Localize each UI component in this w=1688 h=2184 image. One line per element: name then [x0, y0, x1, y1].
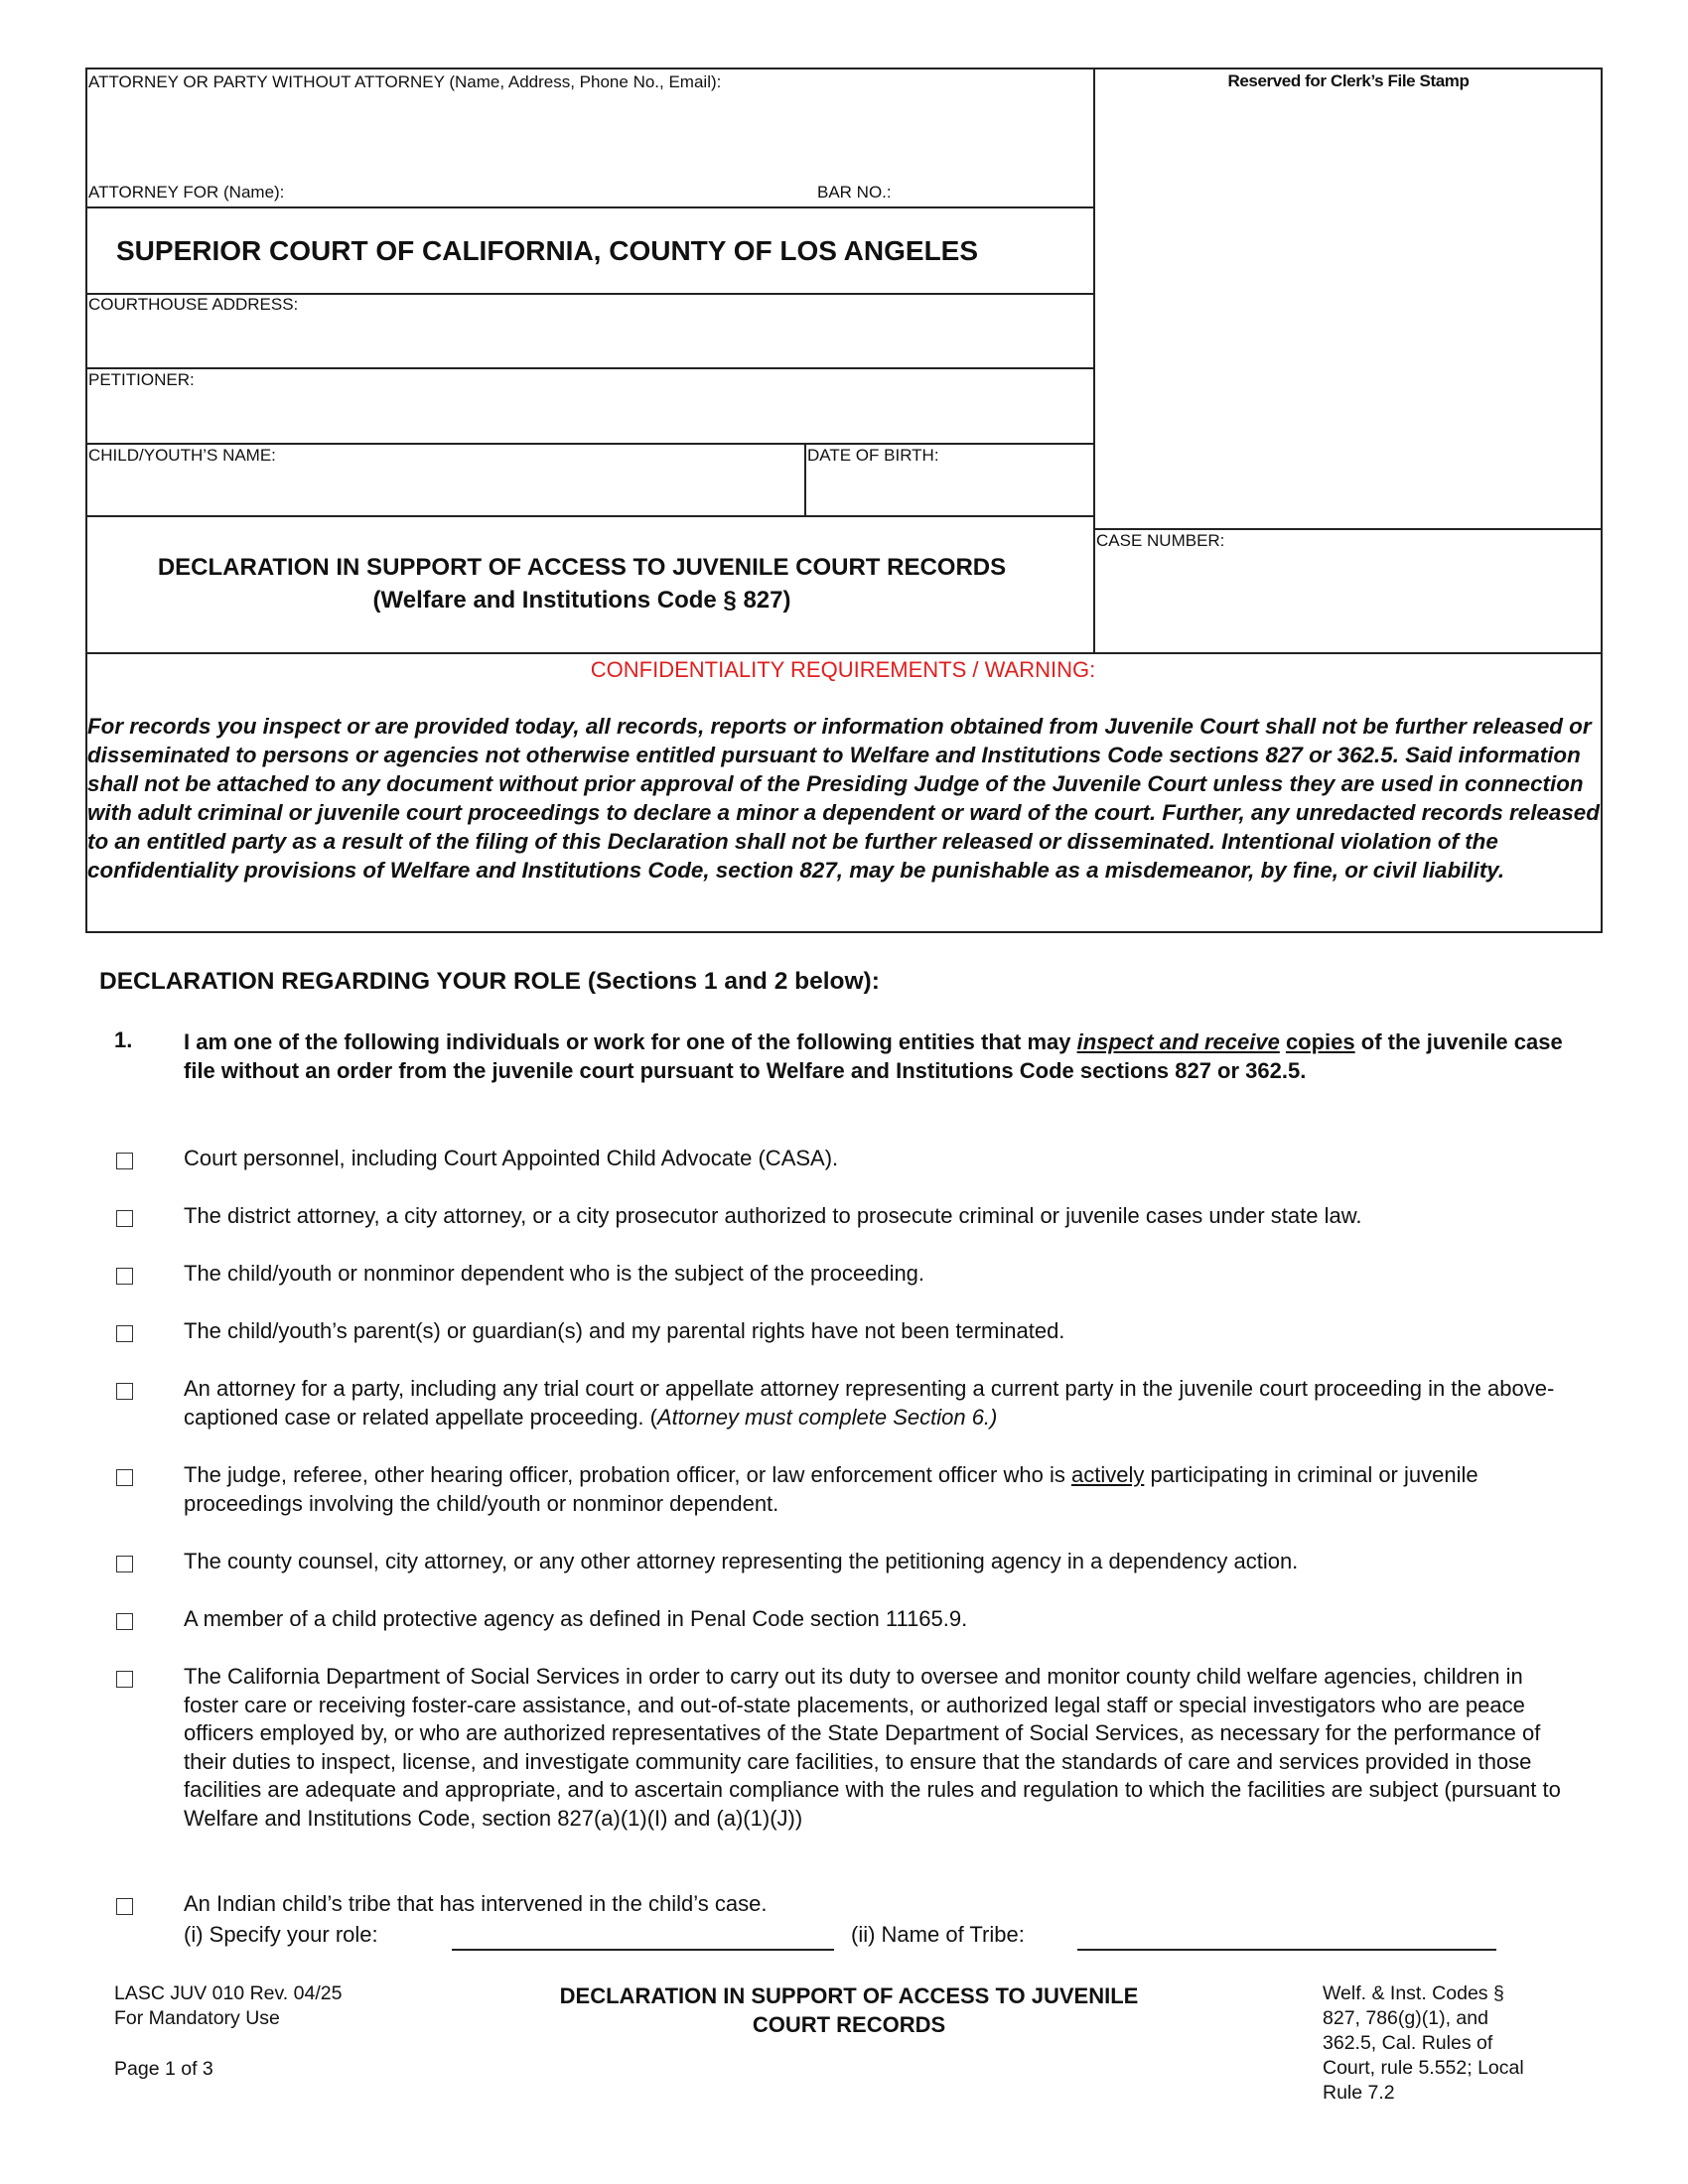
court-title: SUPERIOR COURT OF CALIFORNIA, COUNTY OF LOS ANGELES — [116, 235, 979, 266]
warning-text: For records you inspect or are provided today, all records, reports or information obtained from Juvenile Court shall not be further released or disseminated to persons or agencies not otherwise entitled pursuant to Welfare and Institutions Code sections 827 or 362.5. Said information shall not be attached to any document without prior approval of the Presiding Judge of the Juvenile Court unless they are used in connection with adult criminal or juvenile court proceedings to declare a minor a dependent or ward of the court. Further, any unredacted records released to an entitled party as a result of the filing of this Declaration shall not be further released or disseminated. Intentional violation of the confidentiality provisions of Welfare and Institutions Code, section 827, may be punishable as a misdemeanor, by fine, or civil liability. — [87, 714, 1600, 883]
checkbox-child-subject[interactable] — [116, 1268, 133, 1285]
checkbox-judge-officer[interactable] — [116, 1469, 133, 1486]
courthouse-address-field[interactable] — [87, 318, 1090, 363]
checkbox-indian-tribe[interactable] — [116, 1898, 133, 1915]
intro-text: I am one of the following individuals or work for one of the following entities that may — [184, 1029, 1077, 1054]
intro-emphasis: inspect and receive — [1076, 1029, 1280, 1054]
attorney-label: ATTORNEY OR PARTY WITHOUT ATTORNEY (Name, Address, Phone No., Email): — [88, 72, 722, 91]
divider — [85, 515, 1094, 517]
option-attorney-text: An attorney for a party, including any trial court or appellate attorney representing a current party in the juvenile court proceeding in the above-captioned case or related appellate proceeding. ( — [184, 1376, 1555, 1430]
option-parent-guardian: The child/youth’s parent(s) or guardian(s) and my parental rights have not been terminated. — [184, 1318, 1065, 1343]
option-child-subject: The child/youth or nonminor dependent who is the subject of the proceeding. — [184, 1261, 925, 1286]
option-judge-officer — [184, 1461, 1574, 1518]
footer-title — [496, 1981, 1201, 2039]
courthouse-address-label: COURTHOUSE ADDRESS: — [88, 295, 299, 314]
checkbox-court-personnel[interactable] — [116, 1153, 133, 1169]
specify-role-field[interactable] — [452, 1949, 834, 1951]
footer-mandatory: For Mandatory Use — [114, 2007, 280, 2029]
footer-title-line1: DECLARATION IN SUPPORT OF ACCESS TO JUVENILE — [559, 1983, 1139, 2008]
divider — [85, 652, 1603, 654]
checkbox-district-attorney[interactable] — [116, 1210, 133, 1227]
option-district-attorney: The district attorney, a city attorney, or a city prosecutor authorized to prosecute criminal or juvenile cases under state law. — [184, 1203, 1362, 1228]
section-number: 1. — [114, 1027, 133, 1052]
role-heading: DECLARATION REGARDING YOUR ROLE (Sections 1 and 2 below): — [99, 968, 880, 995]
divider-vertical — [1093, 68, 1095, 653]
option-court-personnel: Court personnel, including Court Appointed Child Advocate (CASA). — [184, 1146, 839, 1170]
child-name-field[interactable] — [87, 469, 800, 512]
case-number-field[interactable] — [1098, 556, 1599, 649]
dob-field[interactable] — [808, 469, 1090, 512]
checkbox-parent-guardian[interactable] — [116, 1325, 133, 1342]
attorney-for-label: ATTORNEY FOR (Name): — [88, 183, 285, 202]
bar-no-label: BAR NO.: — [817, 183, 892, 202]
warning-title: CONFIDENTIALITY REQUIREMENTS / WARNING: — [590, 657, 1096, 682]
option-judge-underlined: actively — [1070, 1462, 1145, 1487]
footer-codes — [1323, 1981, 1581, 2106]
divider — [85, 367, 1094, 369]
option-judge-text-end: participating in criminal or juvenile proceedings involving the child/youth or nonminor dependent. — [184, 1462, 1478, 1516]
declaration-title: DECLARATION IN SUPPORT OF ACCESS TO JUVENILE COURT RECORDS — [157, 554, 1007, 581]
divider — [1093, 528, 1603, 530]
footer-page: Page 1 of 3 — [114, 2058, 213, 2080]
footer-code-line: 362.5, Cal. Rules of — [1323, 2032, 1493, 2054]
checkbox-attorney-party[interactable] — [116, 1383, 133, 1400]
divider — [85, 443, 1094, 445]
divider — [85, 206, 1094, 208]
attorney-field[interactable] — [87, 95, 1090, 179]
divider-vertical — [804, 443, 806, 516]
specify-role-label: (i) Specify your role: — [184, 1922, 378, 1947]
footer-code-line: Court, rule 5.552; Local — [1323, 2057, 1524, 2079]
option-cdss: The California Department of Social Services in order to carry out its duty to oversee and monitor county child welfare agencies, children in foster care or receiving foster-care assistance, and out-of-state placements, or authorized legal staff or special investigators who are peace officers employed by, or who are authorized representatives of the State Department of Social Services, as necessary for the performance of their duties to inspect, license, and investigate community care facilities, to ensure that the standards of care and services provided in those facilities are adequate and appropriate, and to ascertain compliance with the rules and regulation to which the facilities are subject (pursuant to Welfare and Institutions Code, section 827(a)(1)(I) and (a)(1)(J)) — [184, 1664, 1561, 1831]
dob-label: DATE OF BIRTH: — [807, 446, 939, 465]
footer-code-line: Welf. & Inst. Codes § — [1323, 1982, 1504, 2004]
case-number-label: CASE NUMBER: — [1096, 531, 1225, 550]
option-indian-tribe: An Indian child’s tribe that has intervened in the child’s case. — [184, 1891, 768, 1916]
petitioner-label: PETITIONER: — [88, 370, 195, 389]
footer-title-line2: COURT RECORDS — [752, 2012, 946, 2037]
option-attorney-party — [184, 1375, 1574, 1432]
intro-text-end: of the juvenile case file without an order from the juvenile court pursuant to Welfare and Institutions Code sections 827 or 362.5. — [184, 1029, 1563, 1083]
checkbox-child-protective-agency[interactable] — [116, 1613, 133, 1630]
footer-code-line: 827, 786(g)(1), and — [1323, 2007, 1488, 2029]
option-child-protective-agency: A member of a child protective agency as defined in Penal Code section 11165.9. — [184, 1606, 968, 1631]
petitioner-field[interactable] — [87, 393, 1090, 439]
option-attorney-note: Attorney must complete Section 6.) — [657, 1404, 998, 1430]
intro-underlined: copies — [1285, 1029, 1355, 1054]
section1-intro — [184, 1027, 1564, 1085]
declaration-subtitle: (Welfare and Institutions Code § 827) — [372, 587, 791, 614]
checkbox-cdss[interactable] — [116, 1671, 133, 1688]
footer-code-line: Rule 7.2 — [1323, 2082, 1395, 2104]
option-judge-text: The judge, referee, other hearing officer, probation officer, or law enforcement officer who is — [184, 1462, 1071, 1487]
footer-form-id: LASC JUV 010 Rev. 04/25 — [114, 1982, 343, 2004]
clerk-stamp-label: Reserved for Clerk’s File Stamp — [1227, 71, 1470, 90]
tribe-name-label: (ii) Name of Tribe: — [851, 1922, 1025, 1947]
tribe-name-field[interactable] — [1077, 1949, 1496, 1951]
checkbox-county-counsel[interactable] — [116, 1556, 133, 1572]
option-county-counsel: The county counsel, city attorney, or any other attorney representing the petitioning agency in a dependency action. — [184, 1549, 1299, 1573]
child-name-label: CHILD/YOUTH’S NAME: — [88, 446, 276, 465]
